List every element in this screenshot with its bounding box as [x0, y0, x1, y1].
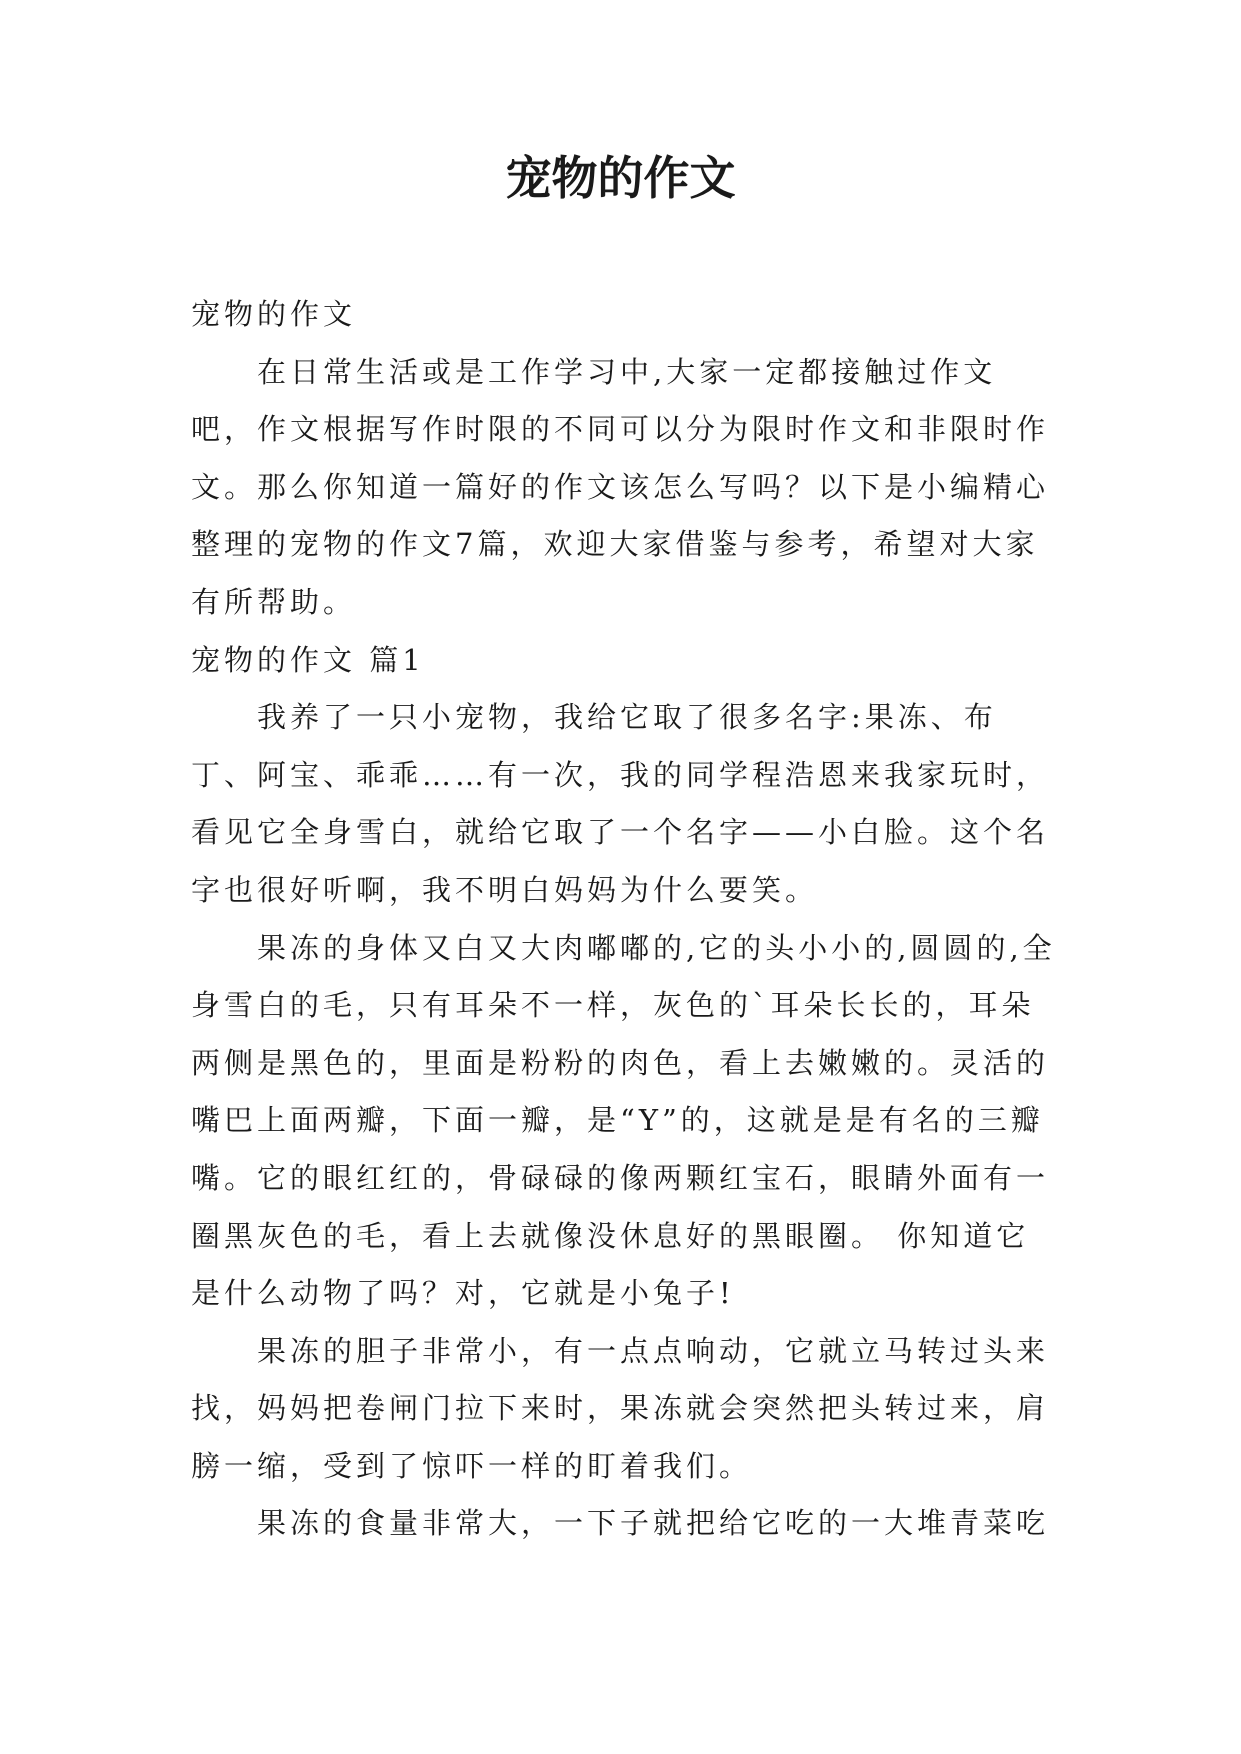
document-title: 宠物的作文	[505, 151, 736, 205]
body-paragraph: 果冻的食量非常大，一下子就把给它吃的一大堆青菜吃	[257, 1506, 1050, 1541]
body-paragraph: 果冻的胆子非常小，有一点点响动，它就立马转过头来找，妈妈把卷闸门拉下来时，果冻就会突然把头转过来，肩膀一缩，受到了惊吓一样的盯着我们。	[191, 1333, 1050, 1483]
body-paragraph: 果冻的身体又白又大肉嘟嘟的,它的头小小的,圆圆的,全身雪白的毛，只有耳朵不一样，灰色的`耳朵长长的，耳朵两侧是黑色的，里面是粉粉的肉色，看上去嫩嫩的。灵活的嘴巴上面两瓣，下面一瓣，是“Y”的，这就是是有名的三瓣嘴。它的眼红红的，骨碌碌的像两颗红宝石，眼睛外面有一圈黑灰色的毛，看上去就像没休息好的黑眼圈。 你知道它是什么动物了吗？对，它就是小兔子!	[191, 930, 1056, 1311]
section-heading: 宠物的作文	[191, 297, 357, 331]
intro-paragraph: 在日常生活或是工作学习中,大家一定都接触过作文吧，作文根据写作时限的不同可以分为限时作文和非限时作文。那么你知道一篇好的作文该怎么写吗？以下是小编精心整理的宠物的作文7篇，欢迎大家借鉴与参考，希望对大家有所帮助。	[191, 354, 1050, 619]
body-paragraph: 我养了一只小宠物，我给它取了很多名字:果冻、布丁、阿宝、乖乖……有一次，我的同学程浩恩来我家玩时，看见它全身雪白，就给它取了一个名字——小白脸。这个名字也很好听啊，我不明白妈妈为什么要笑。	[191, 700, 1050, 907]
document-body	[191, 286, 1059, 1553]
section-heading: 宠物的作文 篇1	[191, 642, 425, 677]
